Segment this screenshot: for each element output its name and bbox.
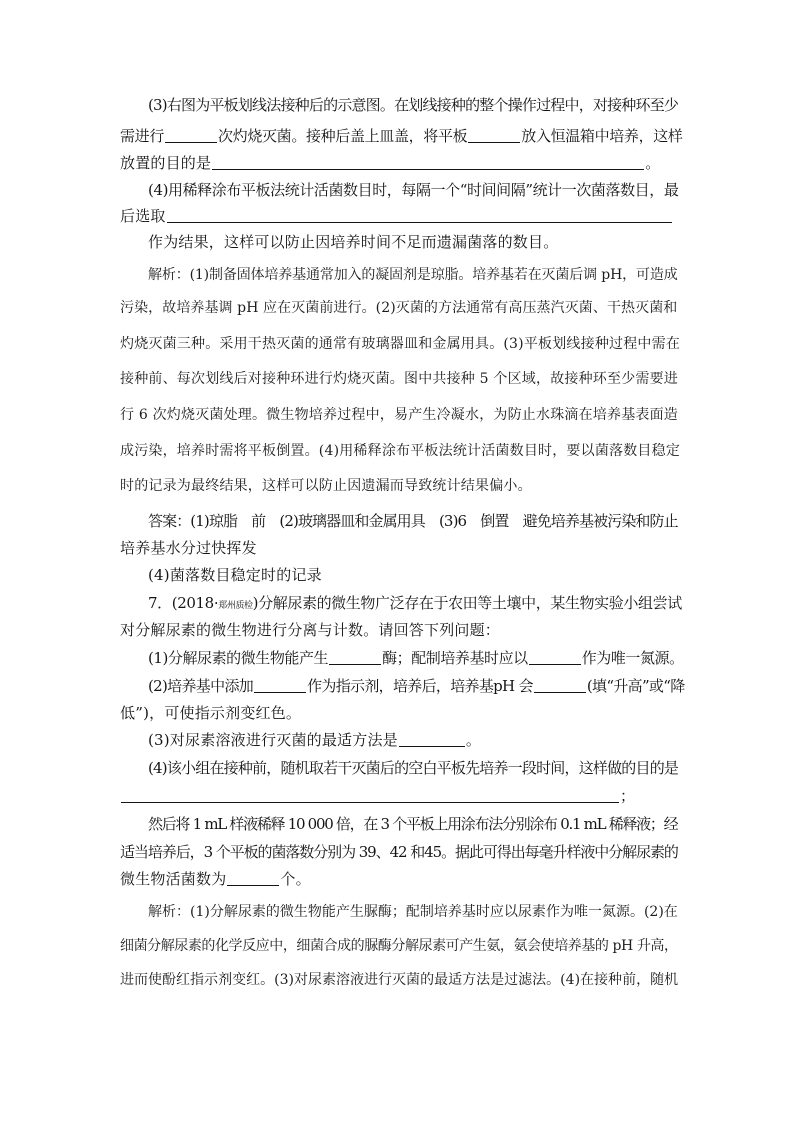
text: (2)培养基中添加 (148, 677, 254, 695)
q7-part4-line4: 适当培养后，3 个平板的菌落数分别为 39、42 和45。据此可得出每毫升样液中分解尿素的 (120, 843, 678, 861)
q7-part2-line2: 低”)，可使指示剂变红色。 (120, 704, 302, 722)
text: 。 (465, 731, 482, 749)
text: 后选取 (120, 207, 166, 225)
q7-solution-line2: 细菌分解尿素的化学反应中，细菌合成的脲酶分解尿素可产生氨，氨会使培养基的 pH 升高， (120, 938, 678, 954)
text: 作为唯一氮源。 (581, 649, 684, 667)
text: (填“升高”或“降 (586, 677, 685, 695)
answer-blank (121, 787, 619, 803)
q6-solution-line3: 灼烧灭菌三种。采用干热灭菌的通常有玻璃器皿和金属用具。(3)平板划线接种过程中需在 (120, 336, 681, 352)
text: (1)分解尿素的微生物能产生 (148, 649, 329, 667)
q6-part4-line3: 作为结果，这样可以防止因培养时间不足而遗漏菌落的数目。 (148, 233, 559, 251)
answer-blank (534, 677, 586, 693)
q7-part2-line1 (148, 676, 685, 696)
q6-part3-line3 (120, 153, 660, 173)
q6-answer-line2: 培养基水分过快挥发 (120, 539, 257, 557)
source-label: 郑州质检 (218, 601, 253, 611)
text: 。 (645, 154, 661, 172)
q6-solution-line5: 行 6 次灼烧灭菌处理。微生物培养过程中，易产生冷凝水，为防止水珠滴在培养基表面造 (120, 407, 679, 423)
q7-intro-line2: 对分解尿素的微生物进行分离与计数。请回答下列问题： (120, 621, 501, 639)
text: 放入恒温箱中培养，这样 (521, 127, 683, 145)
text: (3)对尿素溶液进行灭菌的最适方法是 (148, 731, 398, 749)
answer-blank (399, 731, 465, 747)
text: 需进行 (120, 127, 164, 145)
q7-part4-line3: 然后将 1 mL 样液稀释 10 000 倍，在 3 个平板上用涂布法分别涂布 0.1 mL 稀释液；经 (148, 815, 678, 833)
q6-solution-line4: 接种前、每次划线后对接种环进行灼烧灭菌。图中共接种 5 个区域，故接种环至少需要进 (120, 371, 679, 387)
q6-answer-line1: 答案：(1)琼脂 前 (2)玻璃器皿和金属用具 (3)6 倒置 避免培养基被污染和防止 (148, 512, 678, 530)
answer-blank (167, 207, 672, 223)
text: 次灼烧灭菌。接种后盖上皿盖，将平板 (218, 127, 468, 145)
text: ； (620, 787, 636, 805)
q6-solution-line6: 成污染，培养时需将平板倒置。(4)用稀释涂布平板法统计活菌数目时，要以菌落数目稳定 (120, 443, 681, 459)
answer-blank (212, 154, 644, 170)
q6-part3-line2 (120, 126, 683, 146)
answer-blank (329, 649, 381, 665)
q7-part4-line1: (4)该小组在接种前，随机取若干灭菌后的空白平板先培养一段时间，这样做的目的是 (148, 759, 679, 777)
text: 酶；配制培养基时应以 (382, 649, 528, 667)
answer-blank (165, 127, 217, 143)
q7-solution-line3: 进而使酚红指示剂变红。(3)对尿素溶液进行灭菌的最适方法是过滤法。(4)在接种前，随机 (120, 972, 679, 988)
q6-solution-line2: 污染，故培养基调 pH 应在灭菌前进行。(2)灭菌的方法通常有高压蒸汽灭菌、干热灭菌和 (120, 300, 678, 316)
q7-part3-line (148, 730, 481, 750)
answer-blank (468, 127, 520, 143)
q6-part4-line1: (4)用稀释涂布平板法统计活菌数目时，每隔一个“时间间隔”统计一次菌落数目，最 (148, 181, 679, 199)
q7-solution-line1: 解析：(1)分解尿素的微生物能产生脲酶；配制培养基时应以尿素作为唯一氮源。(2)在 (148, 904, 678, 920)
q7-part4-line5 (120, 869, 311, 889)
q7-intro-line1 (148, 593, 682, 616)
text: 作为指示剂，培养后，培养基pH 会 (307, 677, 533, 695)
q7-part4-line2 (120, 786, 635, 806)
text: )分解尿素的微生物广泛存在于农田等土壤中，某生物实验小组尝试 (252, 594, 682, 612)
q6-answer-line3: (4)菌落数目稳定时的记录 (148, 566, 322, 584)
answer-blank (254, 677, 306, 693)
text: 7．(2018· (148, 594, 219, 612)
q6-solution-line7: 时的记录为最终结果，这样可以防止因遗漏而导致统计结果偏小。 (120, 478, 532, 494)
text: 微生物活菌数为 (120, 870, 227, 888)
answer-blank (529, 649, 581, 665)
q6-solution-line1: 解析：(1)制备固体培养基通常加入的凝固剂是琼脂。培养基若在灭菌后调 pH，可造成 (148, 267, 678, 283)
q7-part1-line (148, 648, 684, 668)
text: 个。 (280, 870, 311, 888)
q6-part4-line2 (120, 206, 673, 226)
answer-blank (227, 870, 279, 886)
text: 放置的目的是 (120, 154, 212, 172)
q6-part3-line1: (3)右图为平板划线法接种后的示意图。在划线接种的整个操作过程中，对接种环至少 (148, 96, 679, 114)
